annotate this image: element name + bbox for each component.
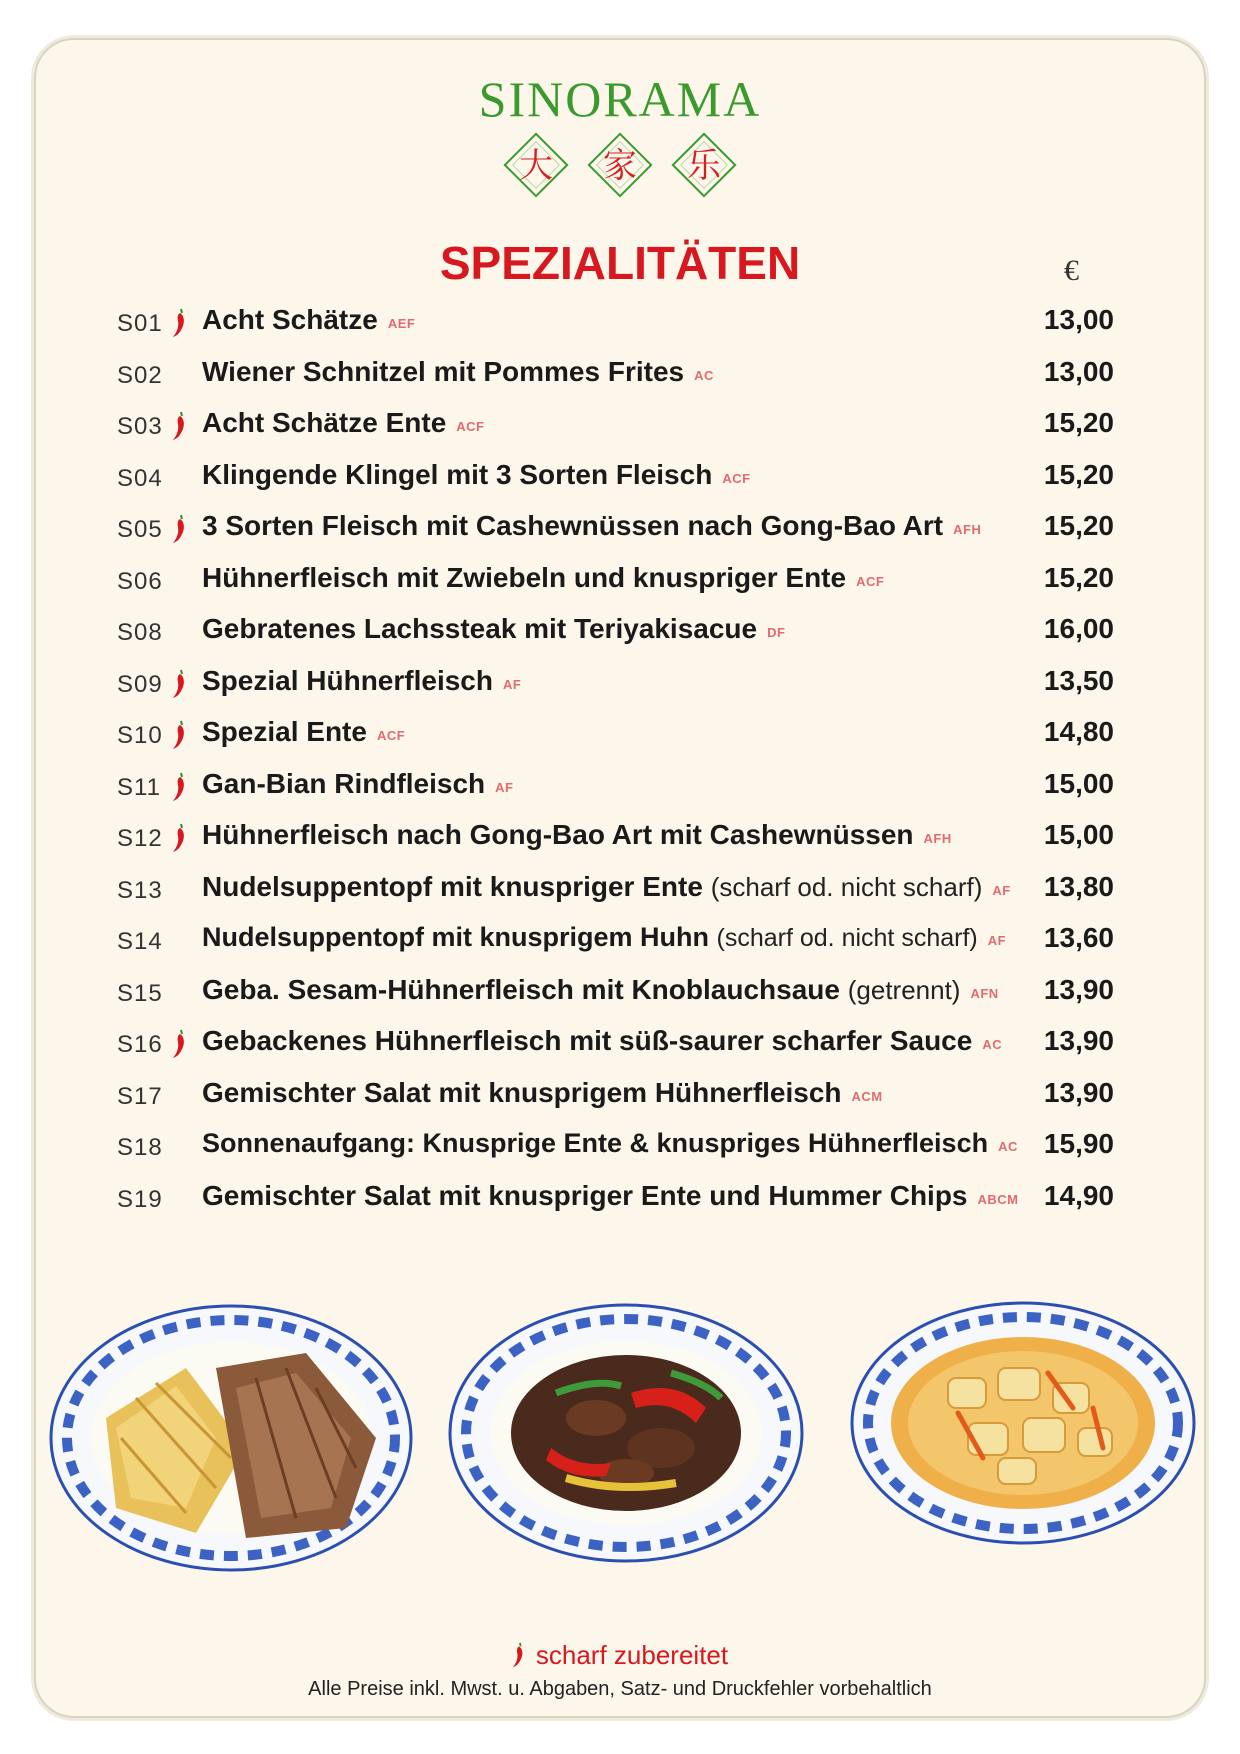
item-name-line (202, 510, 981, 542)
item-code: S08 (117, 619, 163, 646)
item-code: S16 (117, 1031, 163, 1058)
item-code: S04 (117, 464, 163, 492)
menu-item-row (0, 453, 1240, 505)
brand-char: 大 (519, 146, 553, 186)
item-name: Acht Schätze Ente (202, 407, 447, 438)
allergen-codes: ACF (856, 573, 885, 589)
menu-item-row (0, 1174, 1240, 1226)
menu-item-row (0, 401, 1240, 453)
item-code: S15 (117, 979, 163, 1007)
chili-icon (172, 669, 188, 699)
chili-icon (172, 514, 188, 544)
item-name-line (202, 1128, 1018, 1159)
menu-item-row (0, 762, 1240, 814)
footer-disclaimer: Alle Preise inkl. Mwst. u. Abgaben, Satz- und Druckfehler vorbehaltlich (308, 1678, 932, 1700)
allergen-codes: AF (992, 882, 1011, 898)
section-title: SPEZIALITÄTEN (439, 237, 801, 289)
allergen-codes: AF (495, 779, 514, 795)
menu-item-row (0, 813, 1240, 865)
menu-item-row (0, 1071, 1240, 1123)
menu-item-row (0, 659, 1240, 711)
item-name-line (202, 407, 485, 439)
item-code: S11 (117, 773, 161, 801)
brand-characters (0, 134, 1240, 204)
item-name: Spezial Hühnerfleisch (202, 664, 493, 696)
item-price: 13,00 (1043, 304, 1114, 335)
item-code: S06 (117, 567, 163, 595)
item-price: 15,00 (1043, 819, 1114, 850)
item-price: 13,90 (1043, 973, 1114, 1005)
menu-item-row (0, 350, 1240, 402)
item-name-line (202, 716, 405, 748)
item-name: Nudelsuppentopf mit knusprigem Huhn (202, 922, 709, 952)
item-code: S10 (117, 722, 163, 749)
item-name: Wiener Schnitzel mit Pommes Frites (202, 355, 685, 387)
item-note: (getrennt) (847, 974, 961, 1005)
item-name-line (202, 1077, 883, 1109)
item-price: 13,90 (1043, 1076, 1114, 1108)
allergen-codes: AC (694, 367, 714, 383)
item-code: S02 (117, 361, 163, 389)
allergen-codes: AC (998, 1139, 1018, 1154)
menu-item-row (0, 1122, 1240, 1174)
chili-icon (172, 411, 188, 441)
item-name: Sonnenaufgang: Knusprige Ente & knuspriges Hühnerfleisch (202, 1128, 989, 1158)
item-name-line (202, 304, 415, 336)
brand-char: 家 (603, 146, 637, 186)
chili-icon (172, 1029, 188, 1059)
allergen-codes: ACM (851, 1088, 883, 1104)
currency-symbol: € (1064, 254, 1079, 287)
menu-item-row (0, 968, 1240, 1020)
spicy-legend-label: scharf zubereitet (535, 1640, 729, 1670)
menu-item-row (0, 865, 1240, 917)
item-name: Gebackenes Hühnerfleisch mit süß-saurer scharfer Sauce (202, 1025, 973, 1056)
item-price: 15,90 (1043, 1128, 1114, 1159)
item-code: S14 (117, 928, 163, 955)
item-name-line (202, 1025, 1002, 1057)
item-name: Acht Schätze (202, 304, 378, 335)
item-price: 13,90 (1043, 1025, 1114, 1056)
item-name-line (202, 562, 884, 594)
item-price: 15,20 (1043, 561, 1114, 593)
item-name: Nudelsuppentopf mit knuspriger Ente (202, 870, 703, 902)
item-name: 3 Sorten Fleisch mit Cashewnüssen nach Gong-Bao Art (202, 510, 944, 541)
item-name-line (202, 356, 714, 388)
item-price: 13,50 (1043, 664, 1114, 696)
allergen-codes: ACF (456, 419, 485, 434)
item-name: Hühnerfleisch mit Zwiebeln und knuspriger Ente (202, 561, 847, 593)
item-price: 13,80 (1043, 870, 1114, 902)
chili-icon (512, 1642, 526, 1668)
item-price: 16,00 (1043, 613, 1114, 644)
item-price: 15,00 (1043, 767, 1114, 799)
menu-item-row (0, 504, 1240, 556)
item-code: S18 (117, 1134, 163, 1161)
allergen-codes: AF (987, 933, 1007, 948)
item-name-line (202, 665, 521, 697)
item-name: Gemischter Salat mit knusprigem Hühnerfleisch (202, 1076, 842, 1108)
item-price: 13,00 (1043, 355, 1114, 387)
spicy-legend (0, 1640, 1240, 1671)
menu-item-row (0, 298, 1240, 350)
chili-icon (172, 772, 188, 802)
menu-item-row (0, 710, 1240, 762)
dish-photos (0, 1298, 1240, 1578)
item-name-line (202, 1180, 1019, 1212)
menu-item-row (0, 556, 1240, 608)
dish-photo-duck (46, 1298, 416, 1578)
item-name: Spezial Ente (202, 716, 367, 747)
item-name-line (202, 459, 751, 491)
item-name-line (202, 871, 1011, 903)
allergen-codes: ACF (376, 728, 406, 743)
dish-photo-sweet-sour (848, 1298, 1198, 1548)
item-name: Hühnerfleisch nach Gong-Bao Art mit Cashewnüssen (202, 819, 914, 850)
item-code: S17 (117, 1082, 163, 1110)
allergen-codes: AC (982, 1037, 1003, 1052)
item-name: Gebratenes Lachssteak mit Teriyakisacue (202, 613, 758, 644)
item-price: 15,20 (1043, 458, 1114, 490)
item-name: Gemischter Salat mit knuspriger Ente und Hummer Chips (202, 1179, 968, 1211)
allergen-codes: AFH (953, 522, 982, 537)
item-name-line (202, 974, 999, 1006)
item-note: (scharf od. nicht scharf) (710, 871, 983, 902)
menu-item-row (0, 916, 1240, 968)
item-code: S01 (117, 310, 163, 337)
menu-item-row (0, 607, 1240, 659)
item-code: S13 (117, 876, 163, 904)
item-name: Klingende Klingel mit 3 Sorten Fleisch (202, 458, 713, 490)
allergen-codes: ACF (722, 470, 751, 486)
allergen-codes: AEF (387, 316, 416, 331)
allergen-codes: AF (502, 676, 522, 692)
item-code: S03 (117, 413, 163, 440)
item-name-line (202, 922, 1006, 953)
brand-char: 乐 (687, 146, 721, 186)
chili-icon (172, 308, 188, 338)
dish-photo-beef (446, 1298, 806, 1568)
item-code: S09 (117, 670, 163, 698)
item-name-line (202, 819, 952, 851)
allergen-codes: ABCM (977, 1191, 1019, 1207)
item-code: S05 (117, 516, 163, 543)
restaurant-brand: SINORAMA (478, 71, 762, 127)
chili-icon (172, 823, 188, 853)
item-price: 14,90 (1043, 1179, 1114, 1211)
chili-icon (172, 720, 188, 750)
allergen-codes: AFN (970, 985, 999, 1001)
item-name-line (202, 613, 785, 645)
item-name: Gan-Bian Rindfleisch (202, 767, 486, 799)
menu-item-row (0, 1019, 1240, 1071)
item-name-line (202, 768, 514, 800)
item-price: 13,60 (1043, 922, 1114, 953)
item-note: (scharf od. nicht scharf) (716, 924, 978, 952)
item-name: Geba. Sesam-Hühnerfleisch mit Knoblauchsaue (202, 973, 840, 1005)
item-code: S19 (117, 1185, 163, 1213)
allergen-codes: AFH (923, 831, 952, 846)
item-price: 15,20 (1043, 510, 1114, 541)
item-price: 14,80 (1043, 716, 1114, 747)
item-code: S12 (117, 825, 163, 852)
allergen-codes: DF (767, 625, 786, 640)
item-price: 15,20 (1043, 407, 1114, 438)
